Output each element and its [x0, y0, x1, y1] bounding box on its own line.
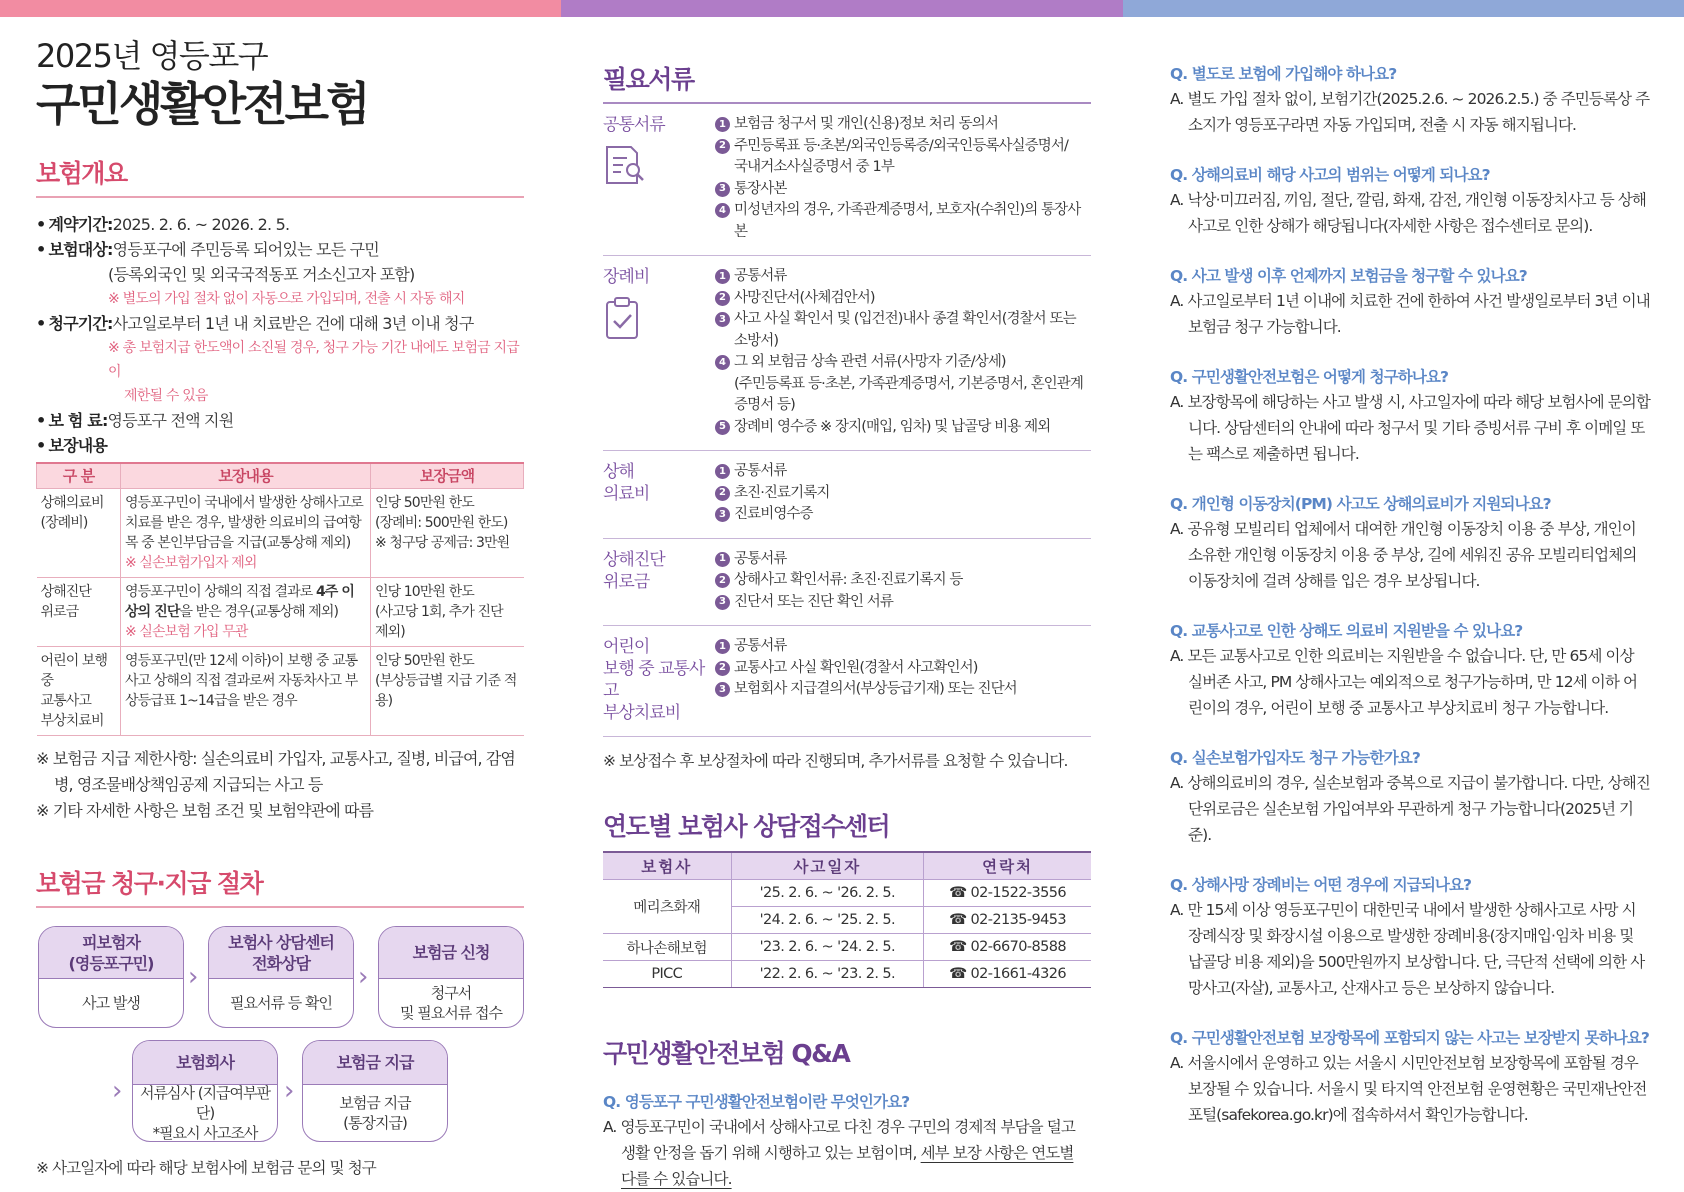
doc-item-text: 공통서류 — [734, 638, 787, 654]
documents-heading: 필요서류 — [603, 60, 1091, 104]
row-content — [121, 578, 371, 647]
list-item — [715, 288, 1091, 310]
doc-label-wrap — [603, 114, 715, 243]
centers-header-phone: 연락처 — [924, 852, 1091, 880]
doc-items — [715, 549, 1091, 614]
list-item — [715, 417, 1091, 439]
doc-label: 장례비 — [603, 267, 650, 287]
number-badge: 2 — [715, 661, 730, 676]
list-item — [715, 658, 1091, 680]
qa-answer: A. 만 15세 이상 영등포구민이 대한민국 내에서 발생한 상해사고로 사망 시 장례식장 및 화장시설 이용으로 발생한 장례비용(장지매입·임차 비용 및 납골당 비용 제외)을 500만원까지 보상합니다. 단, 극단적 선택에 의한 사망사고(자살), 교통사고, 산재사고 등은 보상하지 않습니다. — [1170, 901, 1645, 997]
list-item — [715, 679, 1091, 701]
doc-items — [715, 266, 1091, 438]
qa-question: Q. 구민생활안전보험은 어떻게 청구하나요? — [1170, 368, 1449, 386]
doc-items — [715, 636, 1091, 724]
target-row — [36, 237, 524, 262]
top-bar-purple — [561, 0, 1122, 17]
list-item — [715, 461, 1091, 483]
coverage-label-row — [36, 433, 524, 458]
period-cell: '24. 2. 6. ~ '25. 2. 5. — [731, 907, 924, 934]
period-cell: '22. 2. 6. ~ '23. 2. 5. — [731, 961, 924, 988]
qa-answer: A. 서울시에서 운영하고 있는 서울시 시민안전보험 보장항목에 포함될 경우 보장될 수 있습니다. 서울시 및 타지역 안전보험 운영현황은 국민재난안전포털(safekorea.go.kr)에 접속하셔서 확인가능합니다. — [1170, 1054, 1647, 1124]
right-column — [1170, 62, 1650, 1153]
period-cell: '25. 2. 6. ~ '26. 2. 5. — [731, 880, 924, 907]
qa-item — [1170, 1026, 1650, 1128]
list-item — [715, 114, 1091, 136]
procedure-flow — [36, 926, 524, 1156]
list-item — [715, 266, 1091, 288]
doc-item-text: 공통서류 — [734, 550, 787, 567]
chevron-right-icon: › — [358, 962, 369, 992]
number-badge: 2 — [715, 573, 730, 588]
doc-section-diagnosis — [603, 539, 1091, 627]
contract-value: 2025. 2. 6. ~ 2026. 2. 5. — [112, 215, 290, 234]
doc-item-text: 장례비 영수증 ※ 장지(매입, 임차) 및 납골당 비용 제외 — [734, 418, 1051, 435]
phone-cell: ☎ 02-6670-8588 — [924, 934, 1091, 961]
claim-note-2: 제한될 수 있음 — [124, 388, 208, 404]
number-badge: 1 — [715, 117, 730, 132]
table-row — [37, 647, 524, 736]
number-badge: 3 — [715, 312, 730, 327]
qa-item — [1170, 492, 1650, 594]
list-item — [715, 570, 1091, 592]
row-amount: 인당 10만원 한도 (사고당 1회, 추가 진단 제외) — [371, 578, 524, 647]
phone-cell: ☎ 02-1661-4326 — [924, 961, 1091, 988]
step-body: 필요서류 등 확인 — [230, 994, 332, 1012]
step-insurer-review — [132, 1040, 278, 1142]
number-badge: 3 — [715, 507, 730, 522]
row-content-text-post: 을 받은 경우(교통상해 제외) — [179, 604, 339, 620]
doc-items — [715, 114, 1091, 243]
doc-items — [715, 461, 1091, 526]
centers-header-period: 사고일자 — [731, 852, 924, 880]
doc-item-text: 진단서 또는 진단 확인 서류 — [734, 593, 894, 610]
list-item — [715, 136, 1091, 179]
premium-label: • 보 험 료: — [36, 408, 108, 433]
centers-table — [603, 851, 1091, 988]
number-badge: 4 — [715, 203, 730, 218]
doc-item-text: 그 외 보험금 상속 관련 서류(사망자 기준/상세) (주민등록표 등·초본, 가족관계증명서, 기본증명서, 혼인관계증명서 등) — [734, 354, 1083, 413]
doc-section-child-traffic — [603, 626, 1091, 737]
phone-cell: ☎ 02-1522-3556 — [924, 880, 1091, 907]
coverage-footnotes — [36, 746, 524, 824]
number-badge: 1 — [715, 639, 730, 654]
centers-header-insurer: 보험사 — [603, 852, 731, 880]
claim-period-row — [36, 311, 524, 336]
list-item — [715, 179, 1091, 201]
left-column — [36, 36, 524, 1178]
premium-value: 영등포구 전액 지원 — [107, 411, 234, 430]
qa-question: Q. 사고 발생 이후 언제까지 보험금을 청구할 수 있나요? — [1170, 267, 1527, 285]
doc-item-text: 통장사본 — [734, 180, 787, 197]
target-sub: (등록외국인 및 외국국적동포 거소신고자 포함) — [108, 265, 415, 284]
doc-item-text: 미성년자의 경우, 가족관계증명서, 보호자(수취인)의 통장사본 — [734, 202, 1081, 240]
insurer-cell: PICC — [603, 961, 731, 988]
qa-item — [1170, 62, 1650, 138]
qa-answer: A. 사고일로부터 1년 이내에 치료한 건에 한하여 사건 발생일로부터 3년 이내 보험금 청구 가능합니다. — [1170, 292, 1650, 336]
insurer-cell: 하나손해보험 — [603, 934, 731, 961]
doc-section-medical — [603, 451, 1091, 539]
overview-heading: 보험개요 — [36, 154, 524, 198]
middle-column — [603, 60, 1091, 1192]
qa-answer: A. 모든 교통사고로 인한 의료비는 지원받을 수 없습니다. 단, 만 65세 이상 실버존 사고, PM 상해사고는 예외적으로 청구가능하며, 만 12세 이하 어린이의 경우, 어린이 보행 중 교통사고 부상치료비 청구 가능합니다. — [1170, 647, 1638, 717]
doc-item-text: 보험금 청구서 및 개인(신용)정보 처리 동의서 — [734, 116, 998, 132]
table-row — [603, 880, 1091, 907]
centers-heading: 연도별 보험사 상담접수센터 — [603, 812, 890, 841]
doc-section-common — [603, 104, 1091, 256]
row-content-text: 영등포구민이 국내에서 발생한 상해사고로 치료를 받은 경우, 발생한 의료비의 급여항목 중 본인부담금을 지급(교통상해 제외) — [125, 495, 363, 551]
doc-item-text: 공통서류 — [734, 268, 787, 284]
top-color-bar — [0, 0, 1684, 17]
number-badge: 1 — [715, 464, 730, 479]
coverage-header-category: 구 분 — [37, 463, 121, 489]
list-item — [715, 549, 1091, 571]
coverage-header-amount: 보장금액 — [371, 463, 524, 489]
number-badge: 2 — [715, 291, 730, 306]
claim-note-1: ※ 총 보험지급 한도액이 소진될 경우, 청구 가능 기간 내에도 보험금 지급이 — [108, 340, 520, 380]
step-body: 청구서 및 필요서류 접수 — [400, 984, 502, 1022]
number-badge: 1 — [715, 552, 730, 567]
chevron-right-icon: › — [188, 962, 199, 992]
qa-answer: A. 낙상·미끄러짐, 끼임, 절단, 깔림, 화재, 감전, 개인형 이동장치사고 등 상해사고로 인한 상해가 해당됩니다(자세한 사항은 접수센터로 문의). — [1170, 191, 1646, 235]
number-badge: 2 — [715, 486, 730, 501]
chevron-right-icon: › — [284, 1076, 295, 1106]
step-payment — [302, 1040, 448, 1142]
phone-cell: ☎ 02-2135-9453 — [924, 907, 1091, 934]
doc-section-funeral — [603, 256, 1091, 451]
number-badge: 4 — [715, 355, 730, 370]
step-apply — [378, 926, 524, 1028]
row-content-note: ※ 실손보험가입자 제외 — [125, 555, 257, 571]
table-row — [37, 578, 524, 647]
step-body: 서류심사 (지급여부판단) *필요시 사고조사 — [139, 1084, 271, 1142]
row-category: 어린이 보행 중 교통사고 부상치료비 — [37, 647, 121, 736]
qa-answer-underlined: 세부 보장 사항은 연도별 다를 수 있습니다. — [621, 1144, 1074, 1188]
number-badge: 3 — [715, 682, 730, 697]
row-content — [121, 489, 371, 578]
qa-heading: 구민생활안전보험 Q&A — [603, 1039, 850, 1068]
qa-question: Q. 실손보험가입자도 청구 가능한가요? — [1170, 749, 1420, 767]
coverage-table — [36, 462, 524, 736]
overview-list — [36, 212, 524, 458]
qa-question: Q. 별도로 보험에 가입해야 하나요? — [1170, 65, 1397, 83]
doc-item-text: 진료비영수증 — [734, 506, 813, 522]
list-item — [715, 592, 1091, 614]
target-label: • 보험대상: — [36, 237, 113, 262]
qa-answer — [603, 1114, 1091, 1192]
qa-question: Q. 교통사고로 인한 상해도 의료비 지원받을 수 있나요? — [1170, 622, 1523, 640]
contract-label: • 계약기간: — [36, 212, 113, 237]
step-title: 보험금 지급 — [303, 1041, 447, 1085]
qa-question: Q. 영등포구 구민생활안전보험이란 무엇인가요? — [603, 1093, 910, 1111]
qa-item — [1170, 163, 1650, 239]
qa-question: Q. 구민생활안전보험 보장항목에 포함되지 않는 사고는 보장받지 못하나요? — [1170, 1029, 1650, 1047]
list-item — [715, 200, 1091, 243]
insurer-cell: 메리츠화재 — [603, 880, 731, 934]
number-badge: 1 — [715, 269, 730, 284]
claim-value: 사고일로부터 1년 내 치료받은 건에 대해 3년 이내 청구 — [112, 314, 474, 333]
doc-item-text: 초진·진료기록지 — [734, 484, 830, 501]
step-title: 보험사 상담센터 전화상담 — [209, 927, 353, 979]
target-note: ※ 별도의 가입 절차 없이 자동으로 가입되며, 전출 시 자동 해지 — [108, 291, 465, 307]
premium-row — [36, 408, 524, 433]
number-badge: 5 — [715, 420, 730, 435]
number-badge: 2 — [715, 139, 730, 154]
qa-question: Q. 상해의료비 해당 사고의 범위는 어떻게 되나요? — [1170, 166, 1490, 184]
qa-item — [1170, 746, 1650, 848]
coverage-footnote: ※ 기타 자세한 사항은 보험 조건 및 보험약관에 따름 — [36, 801, 374, 820]
qa-item — [1170, 264, 1650, 340]
top-bar-pink — [0, 0, 561, 17]
qa-answer-text: A. 영등포구민이 국내에서 상해사고로 다친 경우 구민의 경제적 부담을 덜고 생활 안정을 돕기 위해 시행하고 있는 보험이며, — [603, 1118, 1075, 1162]
document-search-icon — [603, 144, 715, 194]
doc-item-text: 공통서류 — [734, 463, 787, 479]
row-amount: 인당 50만원 한도 (장례비: 500만원 한도) ※ 청구당 공제금: 3만원 — [371, 489, 524, 578]
qa-answer: A. 보장항목에 해당하는 사고 발생 시, 사고일자에 따라 해당 보험사에 문의합니다. 상담센터의 안내에 따라 청구서 및 기타 증빙서류 구비 후 이메일 또는 팩스로 제출하면 됩니다. — [1170, 393, 1650, 463]
row-category: 상해의료비 (장례비) — [37, 489, 121, 578]
target-value: 영등포구에 주민등록 되어있는 모든 구민 — [112, 240, 379, 259]
clipboard-check-icon — [603, 296, 715, 348]
step-title: 보험금 신청 — [379, 927, 523, 979]
doc-item-text: 상해사고 확인서류: 초진·진료기록지 등 — [734, 572, 963, 588]
doc-label: 상해 의료비 — [603, 462, 650, 504]
table-row — [37, 489, 524, 578]
step-title: 피보험자 (영등포구민) — [39, 927, 183, 979]
number-badge: 3 — [715, 182, 730, 197]
qa-question: Q. 상해사망 장례비는 어떤 경우에 지급되나요? — [1170, 876, 1472, 894]
doc-label: 공통서류 — [603, 115, 665, 135]
step-insured — [38, 926, 184, 1028]
procedure-footnote: ※ 사고일자에 따라 해당 보험사에 보험금 문의 및 청구 — [36, 1159, 376, 1177]
row-content-text-bold: 4주 이상의 진단 — [125, 584, 355, 620]
step-title: 보험회사 — [133, 1041, 277, 1085]
row-category: 상해진단 위로금 — [37, 578, 121, 647]
doc-item-text: 보험회사 지급결의서(부상등급기재) 또는 진단서 — [734, 681, 1017, 697]
contract-period-row — [36, 212, 524, 237]
doc-label-wrap — [603, 266, 715, 438]
doc-item-text: 사망진단서(사체검안서) — [734, 289, 875, 306]
procedure-heading: 보험금 청구·지급 절차 — [36, 864, 524, 908]
doc-label: 어린이 보행 중 교통사고 부상치료비 — [603, 637, 705, 723]
doc-item-text: 사고 사실 확인서 및 (입건전)내사 종결 확인서(경찰서 또는 소방서) — [734, 311, 1076, 349]
qa-answer: A. 별도 가입 절차 없이, 보험기간(2025.2.6. ~ 2026.2.5.) 중 주민등록상 주소지가 영등포구라면 자동 가입되며, 전출 시 자동 해지됩니다. — [1170, 90, 1650, 134]
title-year: 2025년 영등포구 — [36, 37, 268, 75]
row-content-text-pre: 영등포구민이 상해의 직접 결과로 — [125, 584, 316, 600]
qa-question: Q. 개인형 이동장치(PM) 사고도 상해의료비가 지원되나요? — [1170, 495, 1551, 513]
qa-item — [1170, 619, 1650, 721]
table-row — [603, 934, 1091, 961]
qa-item — [1170, 365, 1650, 467]
list-item — [715, 483, 1091, 505]
coverage-label: • 보장내용 — [36, 433, 107, 458]
row-amount: 인당 50만원 한도 (부상등급별 지급 기준 적용) — [371, 647, 524, 736]
doc-label: 상해진단 위로금 — [603, 549, 665, 592]
step-body: 보험금 지급 (통장지급) — [339, 1094, 411, 1132]
period-cell: '23. 2. 6. ~ '24. 2. 5. — [731, 934, 924, 961]
list-item — [715, 504, 1091, 526]
doc-item-text: 주민등록표 등·초본/외국인등록증/외국인등록사실증명서/ 국내거소사실증명서 중 1부 — [734, 137, 1068, 175]
row-content-note: ※ 실손보험 가입 무관 — [125, 624, 248, 640]
qa-item — [1170, 873, 1650, 1001]
row-content: 영등포구민(만 12세 이하)이 보행 중 교통사고 상해의 직접 결과로써 자동차사고 부상등급표 1~14급을 받은 경우 — [121, 647, 371, 736]
qa-answer: A. 상해의료비의 경우, 실손보험과 중복으로 지급이 불가합니다. 다만, 상해진단위로금은 실손보험 가입여부와 무관하게 청구 가능합니다(2025년 기준). — [1170, 774, 1650, 844]
page-title: 구민생활안전보험 — [36, 77, 368, 131]
coverage-footnote: ※ 보험금 지급 제한사항: 실손의료비 가입자, 교통사고, 질병, 비급여, 감염병, 영조물배상책임공제 지급되는 사고 등 — [36, 749, 515, 794]
chevron-right-icon: › — [112, 1076, 123, 1106]
documents-note: ※ 보상접수 후 보상절차에 따라 진행되며, 추가서류를 요청할 수 있습니다. — [603, 752, 1068, 770]
table-row — [603, 961, 1091, 988]
coverage-header-content: 보장내용 — [121, 463, 371, 489]
list-item — [715, 352, 1091, 417]
qa-item-first — [603, 1090, 1091, 1192]
top-bar-blue — [1123, 0, 1684, 17]
claim-label: • 청구기간: — [36, 311, 113, 336]
number-badge: 3 — [715, 595, 730, 610]
step-body: 사고 발생 — [82, 994, 140, 1012]
list-item — [715, 309, 1091, 352]
list-item — [715, 636, 1091, 658]
doc-item-text: 교통사고 사실 확인원(경찰서 사고확인서) — [734, 659, 978, 676]
qa-answer: A. 공유형 모빌리티 업체에서 대여한 개인형 이동장치 이용 중 부상, 개인이 소유한 개인형 이동장치 이용 중 부상, 길에 세워진 공유 모빌리티업체의 이동장치에 걸려 상해를 입은 경우 보상됩니다. — [1170, 520, 1637, 590]
step-call-center — [208, 926, 354, 1028]
